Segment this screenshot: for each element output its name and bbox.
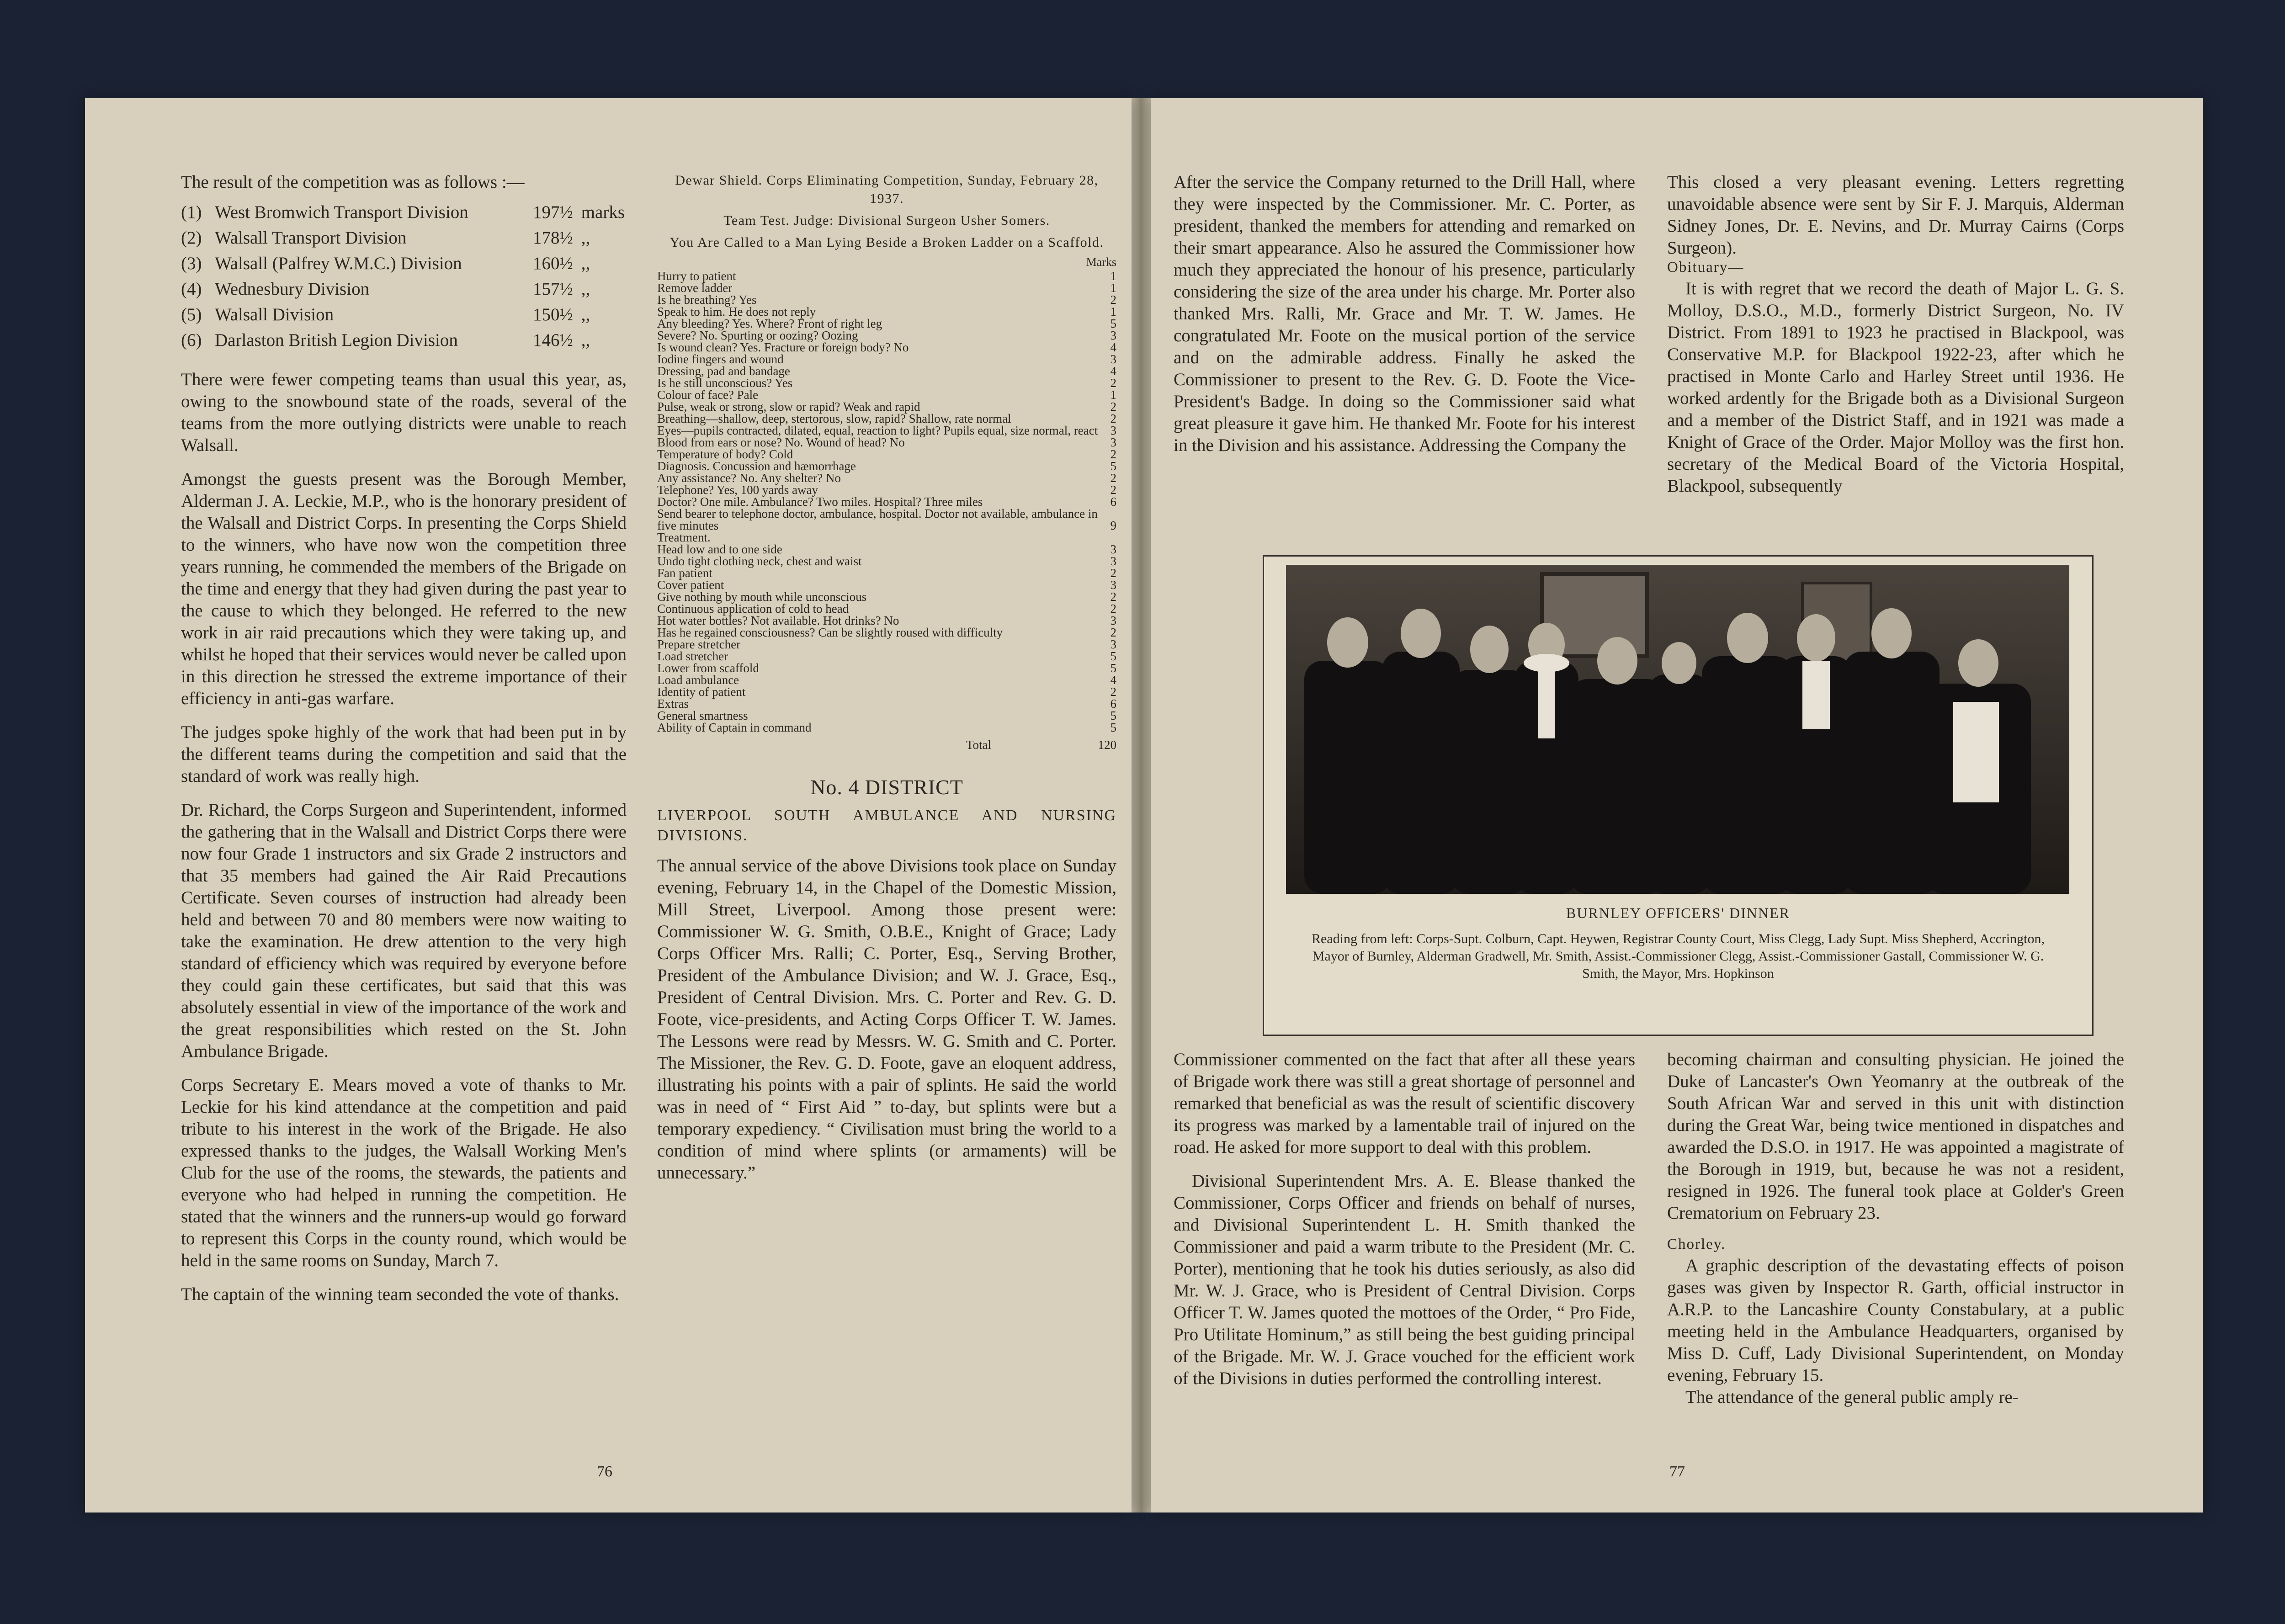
paragraph: The judges spoke highly of the work that had been put in by the different teams during the competition and said that the standard of work was really high. [181,722,627,786]
score-item-text: Any bleeding? Yes. Where? Front of right leg [657,317,882,330]
result-number: (6) [181,330,202,350]
result-division-name: Darlaston British Legion Division [215,330,458,350]
score-item-text: Diagnosis. Concussion and hæmorrhage [657,459,856,473]
score-item-marks: 2 [1110,412,1116,425]
score-item-text: Extras [657,697,689,711]
score-item-marks: 2 [1110,602,1116,616]
score-item-marks: 3 [1110,435,1116,449]
score-item-marks: 4 [1110,364,1116,378]
score-item-row [657,425,1116,436]
result-division-name: Walsall Division [215,305,334,324]
results-intro: The result of the competition was as follows :— [181,172,525,192]
score-item-row [657,377,1116,389]
result-row [181,278,627,304]
score-item-row [657,282,1116,294]
paragraph: This closed a very pleasant evening. Letters regretting unavoidable absence were sent by Sir F. J. Marquis, Alderman Sidney Jones, Dr. E. Nevins, and Dr. Murray Cairns (Corps Surgeon). [1667,172,2124,258]
book-gutter [1132,98,1151,1513]
team-test-heading: Team Test. Judge: Divisional Surgeon Usher Somers. [723,213,1050,228]
score-item-text: Any assistance? No. Any shelter? No [657,471,841,485]
result-score: 150½ [532,305,573,324]
score-item-marks: 2 [1110,447,1116,461]
score-item-text: Hurry to patient [657,269,736,283]
right-column-1-upper [1174,171,1635,468]
score-item-text: Continuous application of cold to head [657,602,849,616]
result-division-name: Wednesbury Division [215,279,370,299]
total-value: 120 [1098,738,1116,752]
score-item-marks: 3 [1110,329,1116,342]
score-item-text: Cover patient [657,578,724,592]
score-item-marks: 5 [1110,649,1116,663]
score-item-marks: 1 [1110,269,1116,283]
score-item-row [657,484,1116,496]
result-score: 178½ [532,228,573,248]
page-number: 76 [597,1463,612,1480]
result-division-name: Walsall Transport Division [215,228,407,248]
score-item-row [657,603,1116,615]
score-item-text: Send bearer to telephone doctor, ambulance, hospital. Doctor not available, ambulance in five minutes [657,507,1098,532]
score-item-row [657,413,1116,425]
dewar-shield-heading: Dewar Shield. Corps Eliminating Competition, Sunday, February 28, 1937. [675,173,1099,206]
score-item-marks: 2 [1110,590,1116,604]
result-number: (4) [181,279,202,299]
score-item-row [657,508,1116,531]
score-item-marks: 5 [1110,661,1116,675]
paragraph: A graphic description of the devastating effects of poison gases was given by Inspector R. Garth, official instructor in A.R.P. to the Lancashire County Constabulary, at a public meeting held in the Ambulance Headquarters, organised by Miss D. Cuff, Lady Divisional Superintendent, on Monday evening, February 15. [1667,1256,2124,1385]
result-number: (3) [181,254,202,273]
score-item-row [657,543,1116,555]
score-item-row [657,318,1116,329]
paragraph: Dr. Richard, the Corps Surgeon and Superintendent, informed the gathering that in the Walsall and District Corps there were now four Grade 1 instructors and six Grade 2 instructors and that 35 members had gained the Air Raid Precautions Certificate. Seven courses of instruction had already been held and between 70 and 80 members were now waiting to take the examination. He drew attention to the very high standard of efficiency which was required by everyone before they could gain these certificates, but said that this was absolutely essential in view of the importance of the work and the great responsibilities which rested on the St. John Ambulance Brigade. [181,800,627,1061]
result-unit: ,, [581,305,590,324]
score-item-row [657,353,1116,365]
score-item-text: Undo tight clothing neck, chest and waist [657,554,862,568]
score-item-marks: 1 [1110,281,1116,295]
score-item-row [657,365,1116,377]
score-item-marks: 2 [1110,400,1116,414]
results-table [181,202,627,355]
score-item-marks [1098,531,1116,543]
paragraph: becoming chairman and consulting physician. He joined the Duke of Lancaster's Own Yeomanry at the outbreak of the South African War and served in this unit with distinction during the Great War, being twice mentioned in dispatches and awarded the D.S.O. in 1917. He was appointed a magistrate of the Borough in 1919, but, because he was not a resident, resigned in 1926. The funeral took place at Golder's Green Crematorium on February 23. [1667,1050,2124,1223]
paragraph: There were fewer competing teams than usual this year, as, owing to the snowbound state of the roads, several of the teams from the more outlying districts were unable to reach Walsall. [181,370,627,455]
score-item-row [657,294,1116,306]
score-item-row [657,472,1116,484]
score-item-row [657,591,1116,603]
score-item-row [657,722,1116,733]
score-total [657,738,1116,752]
score-item-text: Load ambulance [657,673,739,687]
score-item-text: Eyes—pupils contracted, dilated, equal, reaction to light? Pupils equal, size normal, react [657,424,1098,437]
group-photograph [1286,565,2069,894]
score-item-row [657,686,1116,698]
result-unit: ,, [581,254,590,273]
left-page [85,98,1132,1513]
score-item-marks: 9 [1110,519,1116,532]
score-item-marks: 3 [1110,424,1116,437]
score-item-marks: 3 [1110,554,1116,568]
result-number: (5) [181,305,202,324]
result-score: 160½ [532,254,573,273]
score-item-marks: 3 [1110,614,1116,627]
score-item-text: Treatment. [657,531,711,544]
score-item-row [657,567,1116,579]
result-unit: ,, [581,228,590,248]
score-item-text: Is wound clean? Yes. Fracture or foreign body? No [657,340,909,354]
score-item-marks: 2 [1110,376,1116,390]
score-item-row [657,650,1116,662]
group-photograph-image [1286,565,2069,894]
score-item-text: Severe? No. Spurting or oozing? Oozing [657,329,858,342]
score-item-marks: 5 [1110,459,1116,473]
paragraph: It is with regret that we record the death of Major L. G. S. Molloy, D.S.O., M.D., formerly District Surgeon, No. IV District. From 1891 to 1923 he practised in Blackpool, was Conservative M.P. for Blackpool 1922-23, after which he practised in Monte Carlo and Harley Street until 1936. He worked ardently for the Brigade both as a Divisional Surgeon and a member of the District Staff, and in 1921 was made a Knight of Grace of the Order. Major Molloy was the first hon. secretary of the Medical Board of the Victoria Hospital, Blackpool, subsequently [1667,279,2124,496]
score-item-marks: 6 [1110,495,1116,509]
result-division-name: West Bromwich Transport Division [215,202,468,222]
paragraph: Corps Secretary E. Mears moved a vote of thanks to Mr. Leckie for his kind attendance at the competition and paid tribute to his interest in the work of the Brigade. He also expressed thanks to the judges, the Walsall Working Men's Club for the use of the rooms, the stewards, the patients and everyone who had helped in running the competition. He stated that the winners and the runners-up would go forward to represent this Corps in the county round, which would be held in the same rooms on Sunday, March 7. [181,1075,627,1270]
right-column-1-lower [1174,1049,1635,1401]
score-item-row [657,555,1116,567]
photo-title: BURNLEY OFFICERS' DINNER [1566,905,1790,921]
score-item-text: Dressing, pad and bandage [657,364,790,378]
score-item-text: Iodine fingers and wound [657,352,784,366]
score-item-text: Is he still unconscious? Yes [657,376,793,390]
score-item-marks: 6 [1110,697,1116,711]
score-item-row [657,615,1116,626]
score-item-text: Give nothing by mouth while unconscious [657,590,867,604]
result-division-name: Walsall (Palfrey W.M.C.) Division [215,254,462,273]
score-item-text: Temperature of body? Cold [657,447,793,461]
score-sheet-table [657,270,1116,733]
score-item-row [657,341,1116,353]
score-item-marks: 2 [1110,483,1116,497]
score-item-marks: 3 [1110,637,1116,651]
scenario-heading: You Are Called to a Man Lying Beside a Broken Ladder on a Scaffold. [670,235,1104,250]
score-item-row [657,698,1116,710]
score-item-text: Breathing—shallow, deep, stertorous, slow, rapid? Shallow, rate normal [657,412,1011,425]
score-item-text: Load stretcher [657,649,728,663]
score-item-marks: 5 [1110,709,1116,722]
score-item-row [657,448,1116,460]
score-item-text: Speak to him. He does not reply [657,305,816,318]
paragraph: Commissioner commented on the fact that after all these years of Brigade work there was still a great shortage of personnel and remarked that beneficial as was the result of scientific discovery its progress was marked by a lamentable trail of injured on the road. He asked for more support to deal with this problem. [1174,1050,1635,1157]
score-item-text: General smartness [657,709,748,722]
score-item-text: Colour of face? Pale [657,388,759,402]
score-item-text: Prepare stretcher [657,637,741,651]
paragraph: Amongst the guests present was the Borough Member, Alderman J. A. Leckie, M.P., who is the honorary president of the Walsall and District Corps. In presenting the Corps Shield to the winners, who have now won the competition three years running, he commended the members of the Brigade on the time and energy that they had given during the past year to the cause to which they belonged. He referred to the new work in air raid precautions which they were taking up, and whilst he hoped that their services would never be called upon in this direction he stressed the extreme importance of their efficiency in anti-gas warfare. [181,469,627,708]
score-item-marks: 5 [1110,317,1116,330]
score-item-row [657,436,1116,448]
result-unit: marks [581,202,625,222]
result-row [181,329,627,355]
score-item-text: Doctor? One mile. Ambulance? Two miles. Hospital? Three miles [657,495,983,509]
right-column-2-lower [1667,1049,2124,1420]
photo-caption: Reading from left: Corps-Supt. Colburn, Capt. Heywen, Registrar County Court, Miss Clegg, Lady Supt. Miss Shepherd, Accrington, Mayor of Burnley, Alderman Gradwell, Mr. Smith, Assist.-Commissioner Clegg, Assist.-Commissioner Gastall, Commissioner W. G. Smith, the Mayor, Mrs. Hopkinson [1311,931,2045,981]
score-item-marks: 1 [1110,388,1116,402]
total-label: Total [966,738,991,752]
result-unit: ,, [581,279,590,299]
paragraph: The captain of the winning team seconded the vote of thanks. [181,1284,619,1304]
chorley-label: Chorley. [1667,1236,1726,1252]
paragraph: After the service the Company returned to the Drill Hall, where they were inspected by the Commissioner. Mr. C. Porter, as president, thanked the members for attending and remarked on their smart appearance. Also he assured the Commissioner how much they appreciated the honour of his presence, particularly considering the size of the area under his charge. Mr. Porter also thanked Mrs. Ralli, Mr. Grace and Mr. T. W. James. He congratulated Mr. Foote on the musical portion of the service and on the admirable address. Finally he asked the Commissioner to present to the Rev. G. D. Foote the Vice-President's Badge. In doing so the Commissioner said what great pleasure it gave him. He thanked Mr. Foote for his interest in the Division and his assistance. Addressing the Company the [1174,172,1635,455]
score-item-row [657,579,1116,591]
score-item-row [657,531,1116,543]
score-item-row [657,306,1116,318]
score-item-text: Fan patient [657,566,712,580]
score-item-marks: 4 [1110,673,1116,687]
score-item-row [657,662,1116,674]
score-item-marks: 2 [1110,626,1116,639]
result-number: (2) [181,228,202,248]
result-row [181,304,627,329]
score-item-marks: 5 [1110,721,1116,734]
left-column-1 [181,171,627,1317]
photo-figure [1263,555,2094,1036]
score-item-row [657,401,1116,413]
district-heading: No. 4 DISTRICT [810,775,963,799]
left-column-2 [657,171,1116,1196]
score-item-marks: 3 [1110,352,1116,366]
score-item-row [657,674,1116,686]
score-item-marks: 1 [1110,305,1116,318]
score-item-text: Remove ladder [657,281,733,295]
score-item-row [657,626,1116,638]
score-item-row [657,270,1116,282]
score-item-marks: 2 [1110,685,1116,699]
paragraph: The annual service of the above Divisions took place on Sunday evening, February 14, in the Chapel of the Domestic Mission, Mill Street, Liverpool. Among those present were: Commissioner W. G. Smith, O.B.E., Knight of Grace; Lady Corps Officer Mrs. Ralli; C. Porter, Esq., Serving Brother, President of the Ambulance Division; and W. J. Grace, Esq., President of Central Division. Mrs. C. Porter and Rev. G. D. Foote, vice-presidents, and Acting Corps Officer T. W. James. The Lessons were read by Messrs. W. G. Smith and C. Porter. The Missioner, the Rev. G. D. Foote, gave an eloquent address, illustrating his points with a pair of splints. He said the world was in need of “ First Aid ” to-day, but splints were but a temporary expediency. “ Civilisation must bring the world to a condition of mind where splints (or armaments) will be unnecessary.” [657,856,1116,1183]
score-item-text: Ability of Captain in command [657,721,812,734]
paragraph: Divisional Superintendent Mrs. A. E. Blease thanked the Commissioner, Corps Officer and friends on behalf of nurses, and Divisional Superintendent L. H. Smith thanked the Commissioner and paid a warm tribute to the President (Mr. C. Porter), mentioning that he took his duties seriously, as also did Mr. W. J. Grace, who is President of Central Division. Corps Officer T. W. James quoted the mottoes of the Order, “ Pro Fide, Pro Utilitate Hominum,” as still being the best guiding principal of the Brigade. Mr. W. J. Grace vouched for the efficient work of the Divisions in duties performed the controlling interest. [1174,1171,1635,1388]
district-subheading: LIVERPOOL SOUTH AMBULANCE AND NURSING DIVISIONS. [657,807,1116,844]
score-item-text: Hot water bottles? Not available. Hot drinks? No [657,614,899,627]
result-row [181,227,627,253]
paragraph: The attendance of the general public amply re- [1685,1387,2019,1407]
right-column-2-upper [1667,171,2124,509]
score-item-marks: 2 [1110,566,1116,580]
score-item-text: Has he regained consciousness? Can be slightly roused with difficulty [657,626,1003,639]
result-row [181,202,627,227]
result-score: 197½ [532,202,573,222]
score-item-text: Pulse, weak or strong, slow or rapid? Weak and rapid [657,400,920,414]
score-item-row [657,638,1116,650]
score-item-text: Head low and to one side [657,542,782,556]
right-page [1151,98,2203,1513]
page-number: 77 [1669,1463,1685,1480]
score-item-marks: 2 [1110,471,1116,485]
result-score: 146½ [532,330,573,350]
score-item-text: Blood from ears or nose? No. Wound of head? No [657,435,905,449]
score-item-marks: 3 [1110,578,1116,592]
score-item-text: Telephone? Yes, 100 yards away [657,483,818,497]
score-item-row [657,496,1116,508]
score-item-text: Lower from scaffold [657,661,759,675]
marks-column-header: Marks [1086,255,1116,269]
score-item-row [657,710,1116,722]
result-score: 157½ [532,279,573,299]
score-item-marks: 3 [1110,542,1116,556]
score-item-row [657,460,1116,472]
score-item-text: Is he breathing? Yes [657,293,757,307]
score-item-row [657,329,1116,341]
score-item-text: Identity of patient [657,685,746,699]
result-number: (1) [181,202,202,222]
score-item-marks: 4 [1110,340,1116,354]
score-item-row [657,389,1116,401]
result-unit: ,, [581,330,590,350]
result-row [181,253,627,278]
score-item-marks: 2 [1110,293,1116,307]
obituary-label: Obituary— [1667,259,1744,276]
